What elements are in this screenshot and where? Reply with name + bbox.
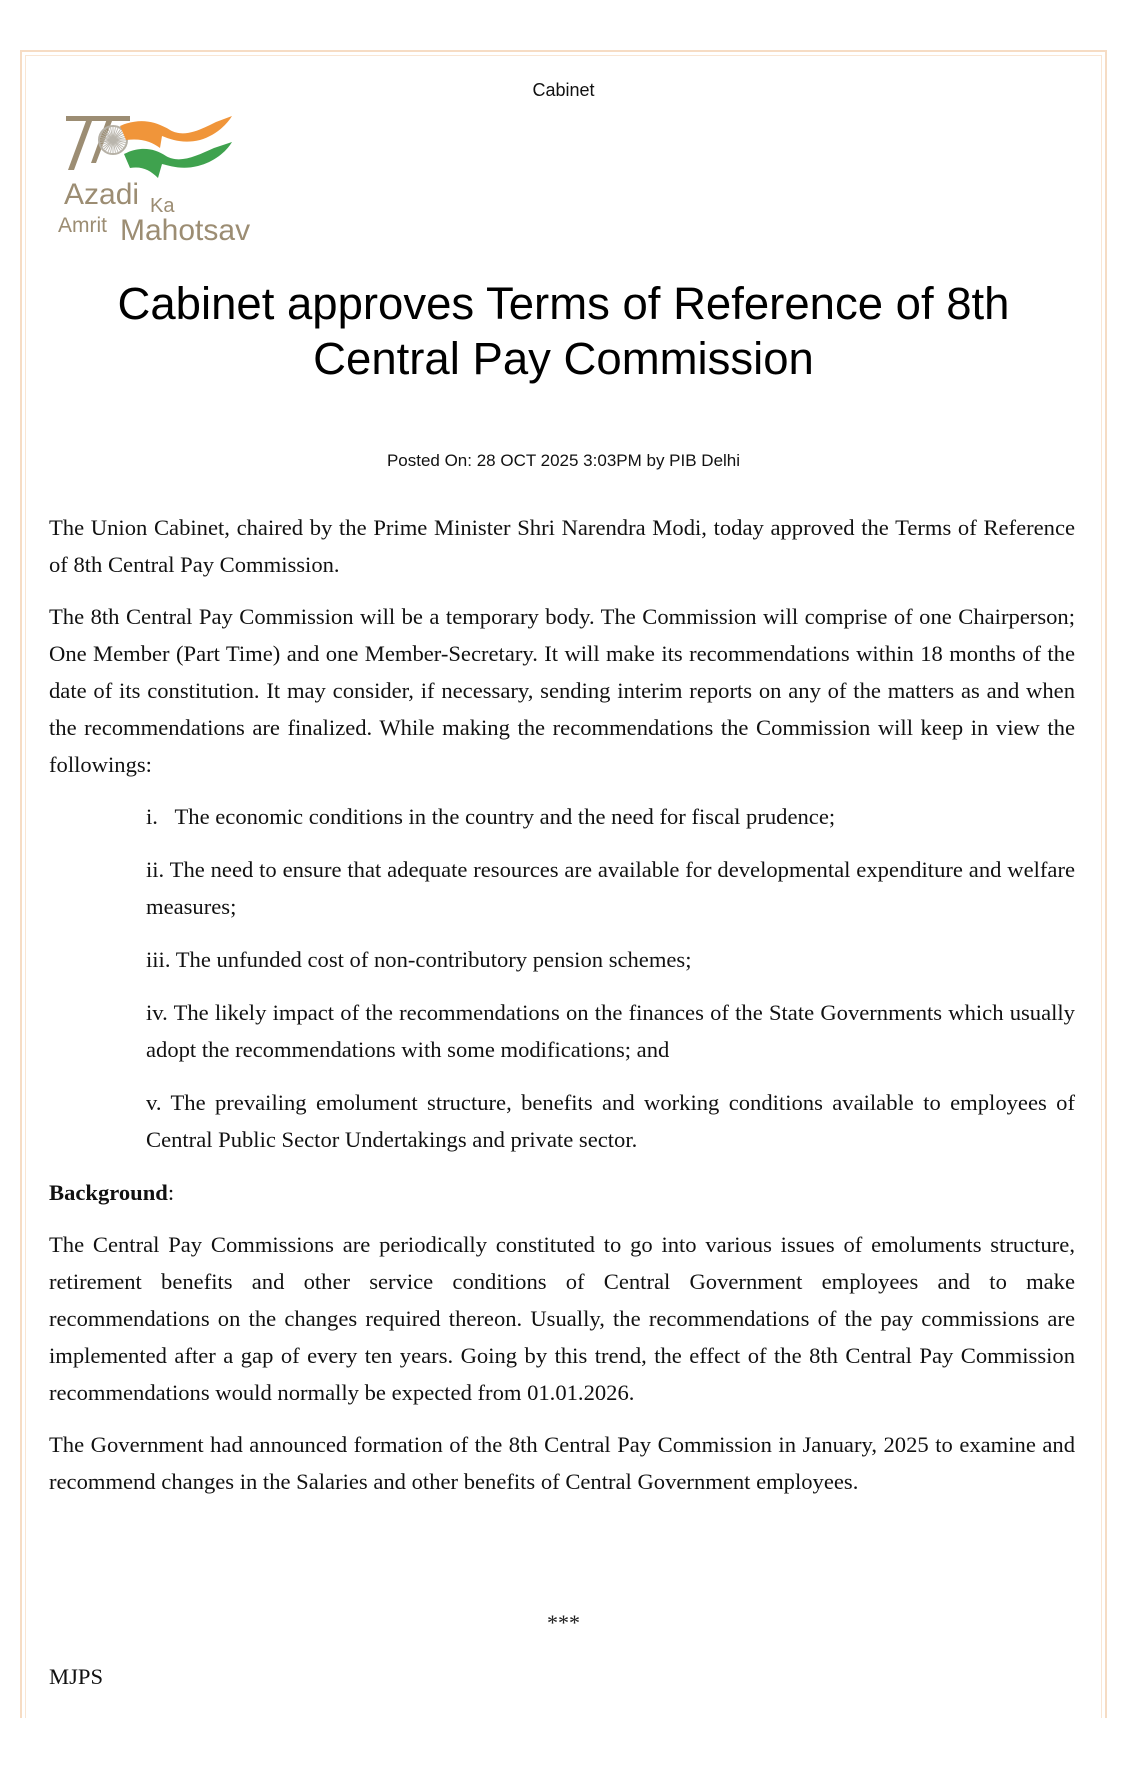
release-body bbox=[49, 509, 1075, 1515]
separator-stars: *** bbox=[547, 1610, 580, 1635]
list-item-number: ii. bbox=[146, 857, 165, 882]
list-item bbox=[146, 941, 1075, 978]
list-item-number: v. bbox=[146, 1090, 162, 1115]
list-item bbox=[146, 798, 1075, 835]
ministry-label: Cabinet bbox=[532, 80, 595, 100]
background-heading bbox=[49, 1174, 1075, 1211]
list-item-text: The economic conditions in the country and the need for fiscal prudence; bbox=[174, 804, 836, 829]
logo-text-ka: Ka bbox=[150, 195, 175, 217]
logo-text-mahotsav: Mahotsav bbox=[120, 214, 251, 243]
terms-of-reference-list bbox=[49, 798, 1075, 1158]
background-heading-text: Background bbox=[49, 1180, 168, 1205]
logo-text-azadi: Azadi bbox=[64, 178, 140, 211]
list-item bbox=[146, 1084, 1075, 1158]
list-item-text: The unfunded cost of non-contributory pension schemes; bbox=[175, 947, 692, 972]
flag-green-band bbox=[124, 142, 232, 178]
signoff-initials: MJPS bbox=[49, 1664, 104, 1689]
release-title: Cabinet approves Terms of Reference of 8th Central Pay Commission bbox=[117, 278, 1010, 384]
list-item-number: iii. bbox=[146, 947, 171, 972]
logo-text-amrit: Amrit bbox=[58, 214, 107, 237]
list-item-text: The prevailing emolument structure, benefits and working conditions available to employees of Central Public Sector Undertakings and private sector. bbox=[146, 1090, 1075, 1152]
flag-saffron-band bbox=[120, 116, 232, 148]
paragraph-announcement: The Government had announced formation of the 8th Central Pay Commission in January, 2025 to examine and recommend changes in the Salaries and other benefits of Central Government employees. bbox=[49, 1432, 1075, 1494]
list-item-text: The need to ensure that adequate resources are available for developmental expenditure and welfare measures; bbox=[146, 857, 1075, 919]
list-item-number: iv. bbox=[146, 1000, 168, 1025]
paragraph-intro: The Union Cabinet, chaired by the Prime Minister Shri Narendra Modi, today approved the Terms of Reference of 8th Central Pay Commission. bbox=[49, 515, 1075, 577]
paragraph-composition: The 8th Central Pay Commission will be a temporary body. The Commission will comprise of one Chairperson; One Member (Part Time) and one Member-Secretary. It will make its recommendations within 18 months of the date of its constitution. It may consider, if necessary, sending interim reports on any of the matters as and when the recommendations are finalized. While making the recommendations the Commission will keep in view the followings: bbox=[49, 604, 1075, 777]
list-item bbox=[146, 851, 1075, 925]
list-item bbox=[146, 994, 1075, 1068]
azadi-ka-amrit-mahotsav-logo bbox=[58, 108, 298, 243]
list-item-text: The likely impact of the recommendations on the finances of the State Governments which usually adopt the recommendations with some modifications; and bbox=[146, 1000, 1075, 1062]
paragraph-background: The Central Pay Commissions are periodically constituted to go into various issues of emoluments structure, retirement benefits and other service conditions of Central Government employees and to make recommendations on the changes required thereon. Usually, the recommendations of the pay commissions are implemented after a gap of every ten years. Going by this trend, the effect of the 8th Central Pay Commission recommendations would normally be expected from 01.01.2026. bbox=[49, 1232, 1075, 1405]
list-item-number: i. bbox=[146, 804, 158, 829]
posted-on: Posted On: 28 OCT 2025 3:03PM by PIB Delhi bbox=[386, 451, 741, 470]
background-heading-colon: : bbox=[167, 1180, 175, 1205]
